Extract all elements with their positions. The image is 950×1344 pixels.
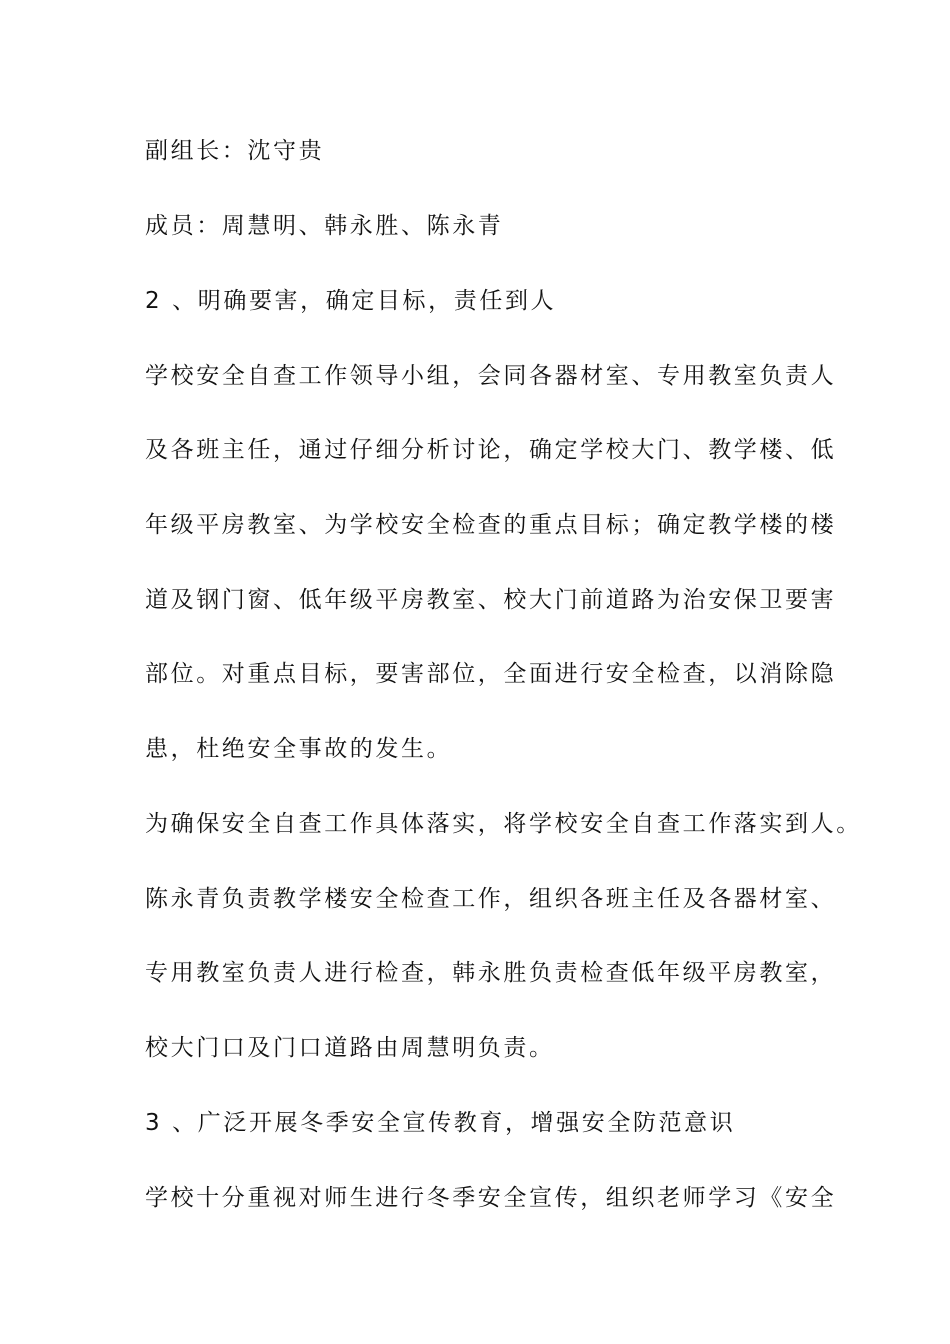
paragraph-line: 学校安全自查工作领导小组，会同各器材室、专用教室负责人: [145, 363, 837, 389]
paragraph-line: 专用教室负责人进行检查，韩永胜负责检查低年级平房教室，: [145, 960, 837, 986]
section-heading-3: 3 、广泛开展冬季安全宣传教育，增强安全防范意识: [145, 1110, 736, 1136]
text-line-members: 成员：周慧明、韩永胜、陈永青: [145, 213, 504, 239]
paragraph-line: 患，杜绝安全事故的发生。: [145, 736, 453, 762]
paragraph-line: 为确保安全自查工作具体落实，将学校安全自查工作落实到人。: [145, 811, 862, 837]
paragraph-line: 学校十分重视对师生进行冬季安全宣传，组织老师学习《安全: [145, 1185, 837, 1211]
paragraph-line: 道及钢门窗、低年级平房教室、校大门前道路为治安保卫要害: [145, 587, 837, 613]
text-line-vice-leader: 副组长：沈守贵: [145, 138, 325, 164]
paragraph-line: 部位。对重点目标，要害部位，全面进行安全检查，以消除隐: [145, 661, 837, 687]
paragraph-line: 校大门口及门口道路由周慧明负责。: [145, 1035, 555, 1061]
paragraph-line: 年级平房教室、为学校安全检查的重点目标；确定教学楼的楼: [145, 512, 837, 538]
paragraph-line: 陈永青负责教学楼安全检查工作，组织各班主任及各器材室、: [145, 886, 837, 912]
paragraph-line: 及各班主任，通过仔细分析讨论，确定学校大门、教学楼、低: [145, 437, 837, 463]
section-heading-2: 2 、明确要害，确定目标，责任到人: [145, 288, 557, 314]
